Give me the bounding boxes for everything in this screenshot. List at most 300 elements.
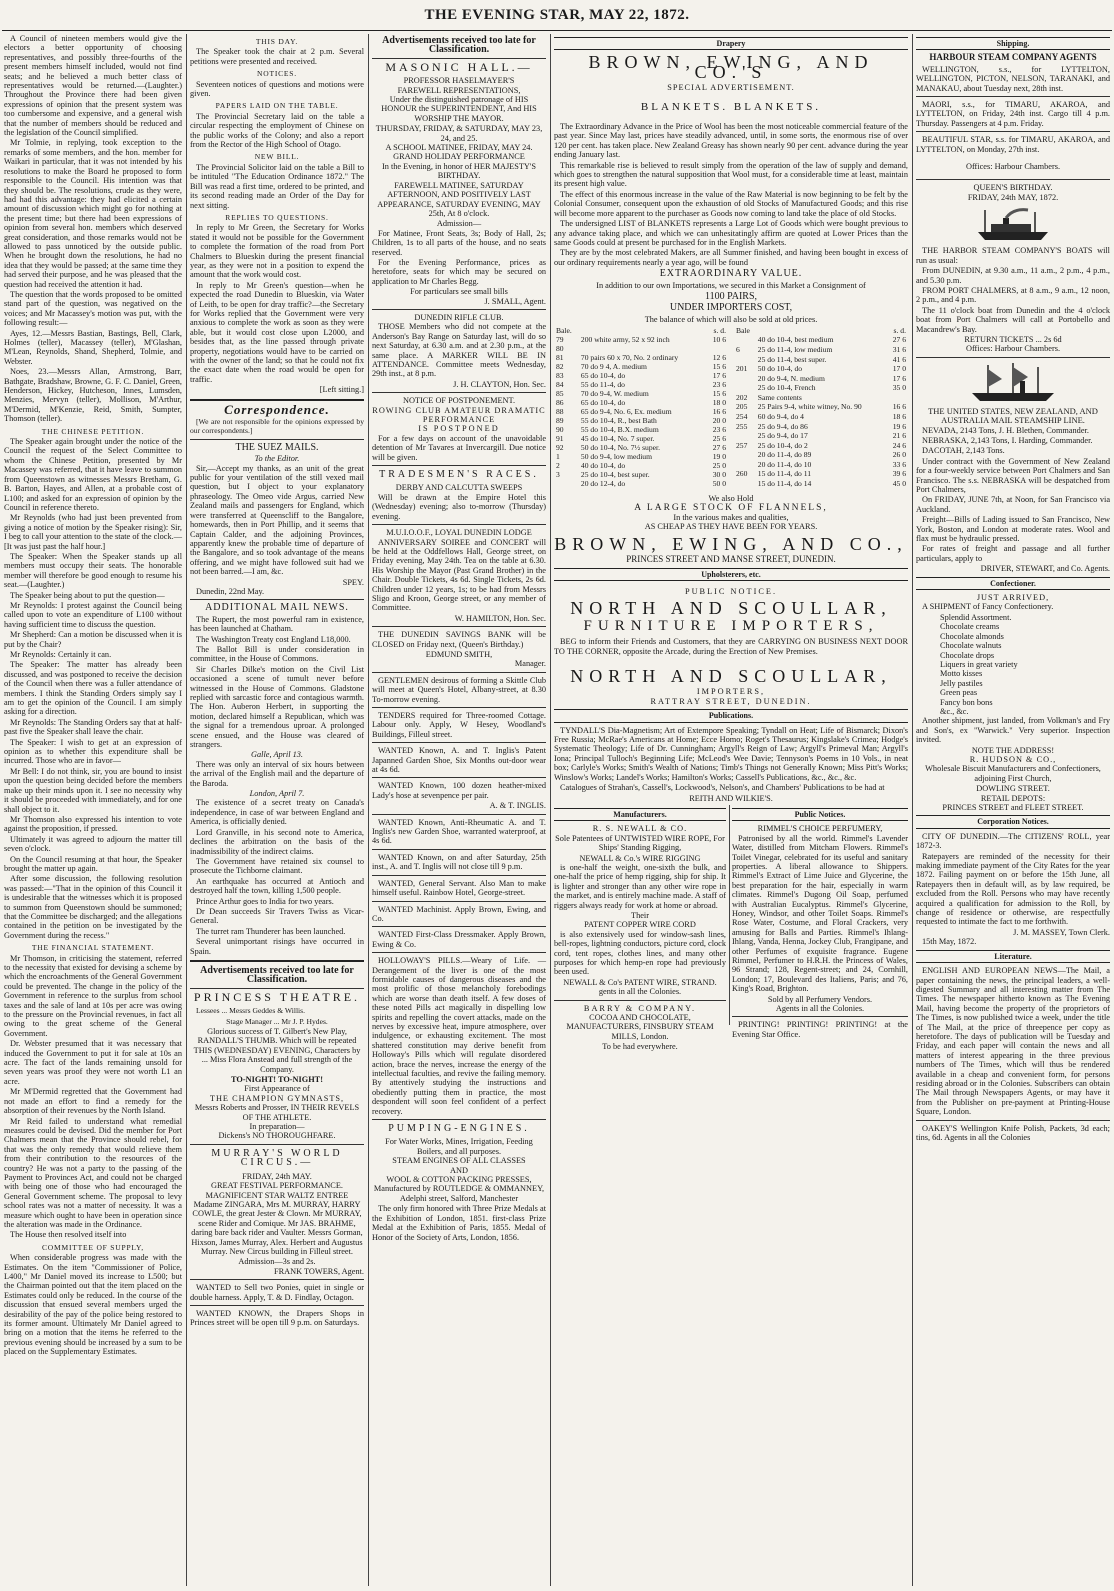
ad-line: ROWING CLUB AMATEUR DRAMATIC PERFORMANCE — [372, 405, 546, 425]
masthead-rule — [2, 30, 1112, 31]
ad-line: Admission— — [436, 219, 482, 229]
ad-body: Under the distinguished patronage of HIS HONOUR the SUPERINTENDENT, And HIS WORSHIP THE MAYOR. — [381, 95, 537, 123]
correspondence-heading: Correspondence. — [224, 401, 330, 417]
price-table-cell: 35 0 — [892, 383, 906, 393]
price-table-row — [554, 452, 728, 461]
paragraph: The Government have retained six counsel to prosecute the Tichborne claimant. — [190, 856, 364, 876]
ad-line: Admission—3s and 2s. — [238, 1257, 316, 1267]
ad-body: Glorious success of T. Gilbert's New Play, RANDALL'S THUMB. Which will be repeated THIS (WEDNESDAY) EVENING, Characters by ... Miss Flora Anstead and full strength of the Company. — [193, 1027, 361, 1074]
price-table-cell: 25 do 11-4, best super. — [757, 354, 827, 364]
classified-ad: WANTED to Sell two Ponies, quiet in single or double harness. Apply, T. & D. Findlay, Octagon. — [190, 1283, 364, 1302]
adverts-heading: Advertisements received too late for Classification. — [382, 35, 536, 56]
ad-date: 15th May, 1872. — [922, 937, 977, 947]
ad-line: SPECIAL ADVERTISEMENT. — [667, 83, 795, 93]
ad-signature: DRIVER, STEWART, and Co. Agents. — [980, 564, 1110, 574]
price-table-cell: 55 do 10-4, R., best Bath — [580, 416, 657, 426]
ad-line: IS POSTPONED — [418, 424, 500, 434]
price-table-row — [554, 416, 728, 425]
paragraph: Dr Dean succeeds Sir Travers Twiss as Vicar-General. — [190, 906, 364, 926]
price-table-cell: 17 6 — [712, 371, 726, 381]
price-table-cell: 257 — [736, 440, 748, 450]
paragraph: The Speaker again brought under the notice of the Council the request of the Select Committee to whom the Chinese Petition, presented by Mr Macassey was referred, that it have leave to summon from Queenstown as witnesses Messrs Bretham, G. B. Barton, Hayes, and Allen, at a probable cost of L100; and asked for an expression of opinion by the Council in reference thereto. — [4, 437, 182, 512]
price-table-cell — [734, 450, 756, 460]
section-heading: Corporation Notices. — [916, 815, 1110, 828]
price-table-cell: 41 6 — [892, 354, 906, 364]
paragraph: Mr Bell: I do not think, sir, you are bound to insist upon the question being decided before the members make up their minds upon it. I see no necessity why it should be proceeded with immediately, and for one shall object to it. — [4, 766, 182, 814]
ad-line: RATTRAY STREET, DUNEDIN. — [650, 696, 812, 706]
price-table-row — [734, 479, 908, 489]
price-table-row — [734, 440, 908, 450]
shipping-notice: MAORI, s.s., for TIMARU, AKAROA, and LYTTELTON, on Friday, 24th inst. Cargo till 4 p.m. Thursday. Passengers at 4 p.m. Friday. — [916, 100, 1110, 128]
ad-line: MAGNIFICENT STAR WALTZ ENTREE — [205, 1190, 349, 1200]
price-table-cell: 50 0 — [712, 479, 726, 489]
price-table-cell: 40 do 10-4, best medium — [757, 335, 834, 345]
ad-body: FAREWELL MATINEE, SATURDAY AFTERNOON, AND POSITIVELY LAST APPEARANCE, SATURDAY EVENING, MAY 25th, At 8 o'clock. — [377, 180, 541, 218]
ad-line: A SCHOOL MATINEE, FRIDAY, MAY 24. — [385, 143, 533, 153]
price-table-row — [554, 443, 728, 452]
paragraph: There was only an interval of six hours between the arrival of the English mail and the departure of the Baroda. — [190, 759, 364, 788]
ad-body: Under contract with the Government of New Zealand for a four-weekly service between Port Chalmers and San Francisco. The s.s. NEBRASKA will be despatched from Port Chalmers, — [916, 456, 1110, 494]
paragraph: Mr Thomson also expressed his intention to vote against the proposition, if pressed. — [4, 814, 182, 834]
ad-line: RETAIL DEPOTS: — [980, 793, 1046, 803]
paragraph: Ultimately it was agreed to adjourn the matter till seven o'clock. — [4, 834, 182, 854]
rule — [916, 1120, 1110, 1121]
ad-body: is also extensively used for window-sash lines, bell-ropes, lightning conductors, picture cord, clock cord, tent ropes, clothes lines, and many other purposes for which hemp-en rope had previously been used. — [554, 929, 726, 977]
ad-line: In the various makes and qualities, — [673, 512, 789, 522]
price-table-row — [734, 469, 908, 479]
rule — [372, 777, 546, 778]
column-wide-adverts — [554, 34, 908, 1584]
ad-signature: J. SMALL, Agent. — [484, 296, 546, 306]
ad-line: Dickens's NO THOROUGHFARE. — [218, 1131, 336, 1141]
ad-body: Freight—Bills of Lading issued to San Francisco, New York, Boston, and London at moderate rates. Wool and flax must be hydraulic pressed. — [916, 515, 1110, 544]
price-table-cell: 3 — [556, 470, 560, 480]
column-divider — [186, 34, 187, 1586]
ad-line: PROFESSOR HASELMAYER'S — [403, 76, 515, 86]
rule — [190, 439, 364, 440]
confectionery-item: Chocolate almonds — [940, 631, 1004, 641]
ad-heading: CITY OF DUNEDIN.—The CITIZENS' ROLL, year 1872-3. — [916, 831, 1110, 851]
ad-line: FRIDAY, 24th MAY. — [242, 1171, 312, 1181]
ad-body: OAKEY'S Wellington Knife Polish, Packets, 3d each; tins, 6d. Agents in all the Colonies — [916, 1123, 1110, 1142]
price-table-cell — [734, 479, 756, 489]
section-heading: Publications. — [554, 709, 908, 722]
price-table-header-cell — [756, 326, 887, 335]
confectionery-item: Splendid Assortment. — [940, 612, 1012, 622]
rule — [372, 392, 546, 393]
price-table-cell: 70 do 9 4, A. medium — [580, 362, 647, 372]
north-scoullar-title: NORTH AND SCOULLAR, — [570, 666, 892, 687]
rule — [190, 1305, 364, 1306]
price-table-cell: 86 — [556, 398, 564, 408]
rule — [190, 599, 364, 600]
price-table-cell: 25 do 10-4, French — [757, 383, 816, 393]
paragraph: On the Council resuming at that hour, the Speaker brought the matter up again. — [4, 854, 182, 873]
price-table-row — [734, 402, 908, 412]
paragraph: The turret ram Thunderer has been launched. — [196, 926, 346, 936]
ad-line: THE CHAMPION GYMNASTS, — [209, 1093, 345, 1103]
confectionery-item: Liquers in great variety — [940, 659, 1018, 669]
rule — [372, 707, 546, 708]
price-table-row — [734, 393, 908, 403]
classified-ad: WANTED Known, 100 dozen heather-mixed Lady's hose at sevenpence per pair. — [372, 781, 546, 800]
price-table-cell: 90 — [556, 425, 564, 435]
price-table-cell — [734, 373, 756, 383]
classified-ad: WANTED KNOWN, the Drapers Shops in Princes street will be open till 9 p.m. on Saturdays. — [190, 1308, 364, 1328]
ad-body: PRINTING! PRINTING! PRINTING! at the Evening Star Office. — [732, 1020, 908, 1039]
left-sitting-note: [Left sitting.] — [319, 385, 364, 395]
price-table-cell: 79 — [556, 335, 564, 345]
paragraph: A Council of nineteen members would give the electors a better opportunity of choosing representatives, and possibly three-fourths of the present members himself included, would not find seats; and he believed a much better class of representatives would be returned.—(Laughter.) Throughout the Province there had been given expressions of opinion that the present system was too cumbersome and expensive, and a general wish that the number of members should be reduced and the legislation of the Council simplified. — [4, 34, 182, 138]
furniture-importers: FURNITURE IMPORTERS, — [583, 617, 879, 634]
confectionery-item: Motto kisses — [940, 669, 983, 679]
confectionery-list — [916, 613, 1110, 716]
news-heading: ADDITIONAL MAIL NEWS. — [205, 602, 349, 614]
price-table-cell: 15 6 — [712, 362, 726, 372]
ad-heading: PUMPING-ENGINES. — [388, 1123, 530, 1135]
ad-signature: A. & T. INGLIS. — [489, 801, 546, 811]
paragraph: The Provincial Solicitor laid on the table a Bill to be intituled "The Education Ordinance 1872." The Bill was read a first time, ordered to be printed, and its second reading made an Order of the Day for next sitting. — [190, 162, 364, 210]
price-table-row — [554, 362, 728, 371]
rule — [190, 960, 364, 962]
ad-signature: REITH AND WILKIE'S. — [689, 793, 773, 803]
masthead: THE EVENING STAR, MAY 22, 1872. — [424, 7, 690, 23]
paragraph: In reply to Mr Green's question—when he expected the road Dunedin to Blueskin, via Water of Leith, to be open for dray traffic?—the Secretary for Works replied that the Government were very anxious to complete the work as soon as they were able, but it would cost close upon L2000, and besides that, as the line passed through private property, negotiations would have to be carried on with the owner of the land; so that he could not fix the exact date when the road would be open for traffic. — [190, 280, 364, 384]
rule — [372, 875, 546, 876]
price-table-row — [554, 335, 728, 344]
dateline: London, April 7. — [249, 789, 305, 799]
ad-body: For the Evening Performance, prices as heretofore, seats for which may be secured on application to Mr Charles Begg. — [372, 257, 546, 286]
price-table-cell: 260 — [736, 469, 748, 479]
paragraph: The Speaker: I wish to get at an expression of opinion as to whether this expenditure shall be incurred. Those who are in favor— — [4, 737, 182, 766]
paragraph: Mr Reynolds (who had just been prevented from giving a notice of motion by the Speaker rising): Sir, I beg to call your attention to the state of the clock.—[It was just past the half hour.] — [4, 513, 182, 551]
ad-line: First Appearance of — [244, 1084, 310, 1094]
price-table-cell: 25 do 9-4, do 17 — [757, 431, 808, 441]
price-table-cell: 40 do 10-4, do — [580, 461, 626, 471]
confectionery-item: Chocolate creams — [940, 622, 1000, 632]
ad-line: The balance of which will also be sold at old prices. — [644, 314, 818, 324]
price-table-cell: 23 6 — [712, 425, 726, 435]
price-table-row — [734, 354, 908, 364]
price-table-row — [734, 459, 908, 469]
rule — [916, 357, 1110, 358]
price-table-cell: 50 do 9-4, low medium — [580, 452, 653, 462]
ad-body: The Extraordinary Advance in the Price of Wool has been the most noticeable commercial feature of the past year. Since May last, prices have steadily advanced, until, in some sorts, the enormous rise of over 120 per cent. has taken place. New Zealand Greasy has shown nearly 90 per cent. advance during the year ending January last. — [554, 122, 908, 160]
price-table-cell: 83 — [556, 371, 564, 381]
paragraph: Ayes, 12.—Messrs Bastian, Bastings, Bell, Clark, Holmes (teller), Macassey (teller), M'Glashan, M'Lean, Reynolds, Shand, Shepherd, Tolmie, and Webster. — [4, 328, 182, 366]
letter-title: THE SUEZ MAILS. — [235, 441, 319, 453]
column-late-adverts — [372, 34, 546, 1584]
column-divider — [368, 34, 369, 1586]
ad-body: ANNIVERSARY SOIREE and CONCERT will be held at the Oddfellows Hall, George street, on Friday evening, May 24th. Tea on the table at 6.30. His Worship the Mayor (Past Grand Brother) in the Chair. Double Tickets, 4s 6d. Single Tickets, 2s 6d. Children under 12 years, 1s; to be had from Messrs Sligo and Kroon, George street, or any member of Committee. — [372, 537, 546, 613]
price-table-cell: 20 do 9-4, N. medium — [757, 373, 825, 383]
price-table-cell: 25 do 10-4, best super. — [580, 470, 650, 480]
ad-line: NEVADA, 2143 Tons, J. H. Blethen, Commander. — [922, 425, 1089, 435]
ad-line: For particulars see small bills — [410, 287, 508, 297]
subheading: REPLIES TO QUESTIONS. — [225, 212, 329, 222]
classified-ad: WANTED Machinist. Apply Brown, Ewing, and Co. — [372, 904, 546, 923]
subheading: COMMITTEE OF SUPPLY, — [41, 1242, 144, 1252]
dateline: Galle, April 13. — [251, 750, 303, 760]
paragraph: Mr Reynolds: The Standing Orders say that at half-past five the Speaker shall leave the chair. — [4, 717, 182, 737]
ad-body: The 11 o'clock boat from Dunedin and the 4 o'clock boat from Port Chalmers will call at Portobello and Macandrew's Bay. — [916, 305, 1110, 334]
ad-signature: FRANK TOWERS, Agent. — [273, 1266, 364, 1276]
ad-line: Offices: Harbour Chambers. — [965, 344, 1061, 354]
price-table-header-cell: s. d. — [893, 326, 906, 336]
price-table-cell: 50 do 10-4, do — [757, 364, 803, 374]
price-table-cell: 16 6 — [892, 402, 906, 412]
ad-line: In the Evening, in honor of HER MAJESTY'S BIRTHDAY. — [381, 161, 537, 181]
public-notices-block — [732, 805, 908, 1039]
classified-ad: WANTED, General Servant. Also Man to make himself useful. Rainbow Hotel, George-street. — [372, 878, 546, 898]
price-table-cell: 60 do 9-4, do 4 — [757, 411, 804, 421]
ad-body: Manufactured by ROUTLEDGE & OMMANNEY, Adelphi street, Salford, Manchester — [373, 1184, 545, 1203]
rule — [372, 524, 546, 525]
ad-line: A LARGE STOCK OF FLANNELS, — [634, 502, 828, 513]
blanket-price-list — [554, 324, 908, 490]
ad-body: FROM PORT CHALMERS, at 8 a.m., 9 a.m., 12 noon, 2 p.m., and 4 p.m. — [916, 285, 1110, 305]
ad-heading: JUST ARRIVED, — [976, 593, 1050, 603]
rule — [916, 96, 1110, 97]
price-table-row — [734, 335, 908, 345]
price-table-row — [554, 470, 728, 479]
price-table-cell — [734, 431, 756, 441]
ad-line: RETURN TICKETS ... 2s 6d — [964, 334, 1062, 344]
manufacturers-block — [554, 805, 730, 1052]
ad-body: ENGLISH AND EUROPEAN NEWS—The Mail, a paper containing the news, the principal leaders, a well-digested Summary and all interesting matter from The Times. The newspaper hitherto known as The Evening Mail, having become the property of the proprietors of The Times, is now published twice a week, under the title of The Mail, at the price of threepence per copy as heretofore. The days of publication will be Tuesday and Friday, and each paper will contain the news and all matters of interest appearing in the three previous numbers of The Times, which will thus be rendered available in a cheap and convenient form, for persons residing abroad or in the Colonies. Subscribers can obtain The Mail through Newspapers Agents, or may have it from the Publisher on pre-payment at Printing-House Square, London. — [916, 966, 1110, 1117]
section-heading: Manufacturers. — [554, 808, 726, 821]
rule — [372, 1119, 546, 1120]
shipping-notice: WELLINGTON, s.s., for LYTTELTON, WELLINGTON, PICTON, NELSON, TARANAKI, and MANAKAU, about Tuesday next, 28th inst. — [916, 64, 1110, 93]
paragraph: Mr Reynolds: I protest against the Council being called upon to vote an expenditure of L100 without having sufficient time to discuss the question. — [4, 600, 182, 629]
price-table-cell: 255 — [736, 421, 748, 431]
classified-ad: WANTED Known, Anti-Rheumatic A. and T. Inglis's new Garden Shoe, warranted waterproof, at 4s 6d. — [372, 817, 546, 846]
ad-body: This remarkable rise is believed to result simply from the operation of the law of supply and demand, which goes to strengthen the natural supposition that Wool must, for a considerable time at least, maintain its present high value. — [554, 160, 908, 189]
price-table-cell: 55 do 10-4, B.X. medium — [580, 425, 659, 435]
price-table-cell: 6 — [736, 345, 740, 354]
price-table-row — [554, 380, 728, 389]
price-table-header-cell: Bale. — [556, 326, 572, 336]
ad-line: Stage Manager ... Mr J. P. Hydes. — [226, 1016, 328, 1026]
price-table-cell: 254 — [736, 411, 748, 421]
rule — [372, 626, 546, 627]
masonic-title: MASONIC HALL.— — [385, 59, 533, 74]
section-heading: Drapery — [554, 37, 908, 50]
price-table-cell: 20 do 11-4, do 10 — [757, 459, 812, 469]
ad-body: They are by the most celebrated Makers, are all Summer finished, and having been bought in excess of our ordinary requirements nearly a year ago, will be found — [554, 248, 908, 267]
ad-body: THE DUNEDIN SAVINGS BANK will be CLOSED on Friday next, (Queen's Birthday.) — [372, 630, 546, 649]
ad-line: We also Hold — [708, 494, 754, 504]
confectionery-item: Chocolate drops — [940, 650, 995, 660]
ad-body: On FRIDAY, JUNE 7th, at Noon, for San Francisco via Auckland. — [916, 495, 1110, 514]
ad-heading: THE UNITED STATES, NEW ZEALAND, AND AUSTRALIA MAIL STEAMSHIP LINE. — [928, 405, 1098, 426]
ad-line: FAREWELL REPRESENTATIONS, — [397, 85, 521, 95]
ad-line: Offices: Harbour Chambers. — [965, 162, 1061, 172]
ad-body: The undersigned LIST of BLANKETS represents a Large Lot of Goods which were bought previous to any advance taking place, and which we can unhesitatingly affirm are quoted at Lower Prices than the same Goods could at present be purchased for in the English Markets. — [554, 219, 908, 247]
ad-line: WOOL & COTTON PACKING PRESSES, — [386, 1175, 532, 1185]
price-table-cell: Same contents — [757, 392, 802, 402]
paragraph: Lord Granville, in his second note to America, declines the arbitration on the basis of the inadmissibility of the indirect claims. — [190, 827, 364, 856]
price-table-header-cell: s. d. — [713, 326, 726, 336]
rule — [190, 1279, 364, 1280]
price-table-cell: 25 6 — [712, 434, 726, 444]
price-table-cell: 25 0 — [712, 461, 726, 471]
price-table-cell: 82 — [556, 362, 564, 372]
ad-line: PATENT COPPER WIRE CORD — [584, 920, 696, 930]
rule — [372, 926, 546, 927]
price-table-cell: 202 — [736, 392, 748, 402]
paragraph: The House then resolved itself into — [10, 1230, 127, 1240]
price-table-cell: 88 — [556, 407, 564, 417]
rule — [372, 309, 546, 310]
rule — [190, 988, 364, 989]
ad-heading: HARBOUR STEAM COMPANY AGENTS — [929, 52, 1097, 63]
paragraph: Several unimportant risings have occurred in Spain. — [190, 937, 364, 956]
price-table-header-cell — [579, 326, 706, 335]
ad-signature: W. HAMILTON, Hon. Sec. — [454, 613, 546, 623]
letter-signature: SPEY. — [342, 577, 364, 587]
ad-body: Will be drawn at the Empire Hotel this (Wednesday) evening; also to-morrow (Thursday) evening. — [372, 492, 546, 521]
ad-line: gents in all the Colonies. — [598, 987, 682, 997]
ad-line: NOTE THE ADDRESS! — [971, 745, 1055, 755]
price-table-cell: 1 — [556, 452, 560, 462]
ad-body: BEG to inform their Friends and Customers, that they are CARRYING ON BUSINESS NEXT DOOR TO THE CORNER, opposite the Arcade, during the Erection of New Premises. — [554, 637, 908, 656]
price-table-cell: 24 6 — [892, 440, 906, 450]
ad-body: Sole Patentees of UNTWISTED WIRE ROPE, For Ships' Standing Rigging, — [555, 833, 725, 853]
price-table-row — [554, 353, 728, 362]
price-table-cell: 65 do 10-4, do — [580, 398, 626, 408]
shipping-notice: BEAUTIFUL STAR, s.s. for TIMARU, AKAROA, and LYTTELTON, on Monday, 27th inst. — [916, 135, 1110, 154]
ad-signature-role: Manager. — [514, 659, 546, 669]
subheading: THIS DAY. — [255, 37, 299, 46]
ad-signature: J. H. CLAYTON, Hon. Sec. — [453, 379, 546, 389]
ad-line: Messrs Roberts and Prosser, IN THEIR REVELS OF THE ATHLETE. — [194, 1103, 360, 1122]
ad-line: Their — [631, 910, 649, 920]
subheading: NEW BILL. — [254, 152, 300, 162]
ad-body: The effect of this enormous increase in the value of the Raw Material is now beginning to be felt by the Colonial Consumer, consequent upon the exhaustion of old Stocks of Manufactured Goods; and this rise will become more apparent to the purchaser as Goods now coming to land take the place of old Stocks. — [554, 189, 908, 218]
price-table-cell: 84 — [556, 380, 564, 390]
price-table-cell: 25 do 11-4, low medium — [757, 345, 833, 354]
paragraph: The Speaker being about to put the question— — [10, 590, 165, 600]
price-table-row — [554, 398, 728, 407]
paragraph: Sir Charles Dilke's motion on the Civil List occasioned a scene of tumult never before witnessed in the House of Commons. Gladstone replied with sarcastic force and contagious warmth. The Hon. Auberon Herbert, in supporting the motion, declared himself a Republican, which was the signal for a tremendous uproar. A prolonged scene ensued, and the House was cleared of strangers. — [190, 664, 364, 750]
classified-ad: WANTED Known, A. and T. Inglis's Patent Japanned Garden Shoe, Six Months out-door wear at 4s 6d. — [372, 746, 546, 775]
paragraph: An earthquake has occurred at Antioch and destroyed half the town, killing 1,500 people. — [190, 876, 364, 896]
ad-body: COCOA AND CHOCOLATE, MANUFACTURERS, FINSBURY STEAM MILLS, London. — [566, 1013, 714, 1041]
paragraph: Dr. Webster presumed that it was necessary that induced the Government to put it for sale at 10s an acre. The fact of the lands remaining unsold for seven years was proof they were not worth L1 an acre. — [4, 1039, 182, 1086]
rule — [916, 179, 1110, 180]
price-table-header-cell: Bale — [736, 326, 750, 336]
section-heading: Literature. — [916, 950, 1110, 963]
price-table-cell: 45 do 10-4, No. 7 super. — [580, 434, 655, 444]
ad-line: For Water Works, Mines, Irrigation, Feeding Boilers, and all purposes. — [385, 1137, 533, 1156]
column-council-and-news — [190, 34, 364, 1584]
price-table-row — [554, 425, 728, 434]
price-table-cell: 39 6 — [892, 469, 906, 479]
ad-line: EXTRAORDINARY VALUE. — [659, 268, 803, 280]
confectionery-item: &c., &c. — [940, 706, 969, 716]
classified-ad: WANTED First-Class Dressmaker. Apply Brown, Ewing & Co. — [372, 930, 546, 949]
classified-ad: TENDERS required for Three-roomed Cottage. Labour only. Apply, W Hesey, Woodland's Buildings, Filleul street. — [372, 711, 546, 739]
rule — [372, 901, 546, 902]
rule — [372, 465, 546, 466]
section-heading: Upholsterers, etc. — [554, 568, 908, 581]
price-table-cell: 25 do 10-4, do 2 — [757, 440, 808, 450]
price-table-row — [554, 434, 728, 443]
price-table-left — [554, 326, 728, 488]
price-table-right — [734, 326, 908, 488]
price-table-cell: 205 — [736, 402, 748, 412]
subheading: NOTICES. — [257, 69, 297, 79]
paragraph: The Washington Treaty cost England L18,000. — [196, 634, 351, 644]
paragraph: The Ballot Bill is under consideration in committee, in the House of Commons. — [190, 644, 364, 664]
price-table-cell — [734, 354, 756, 364]
price-table-cell: 17 6 — [892, 373, 906, 383]
paragraph: Sir,—Accept my thanks, as an unit of the great public for your ventilation of the still vexed mail question, but I object to your explanatory phraseology. The Omeo vide Argus, carried New Zealand mails and passengers for England, which were transferred at Queenscliff to the Bangalore, homewards, then in Port Phillip, and it seems that Captain Calder, and the adjoining Provinces, apparently knew the probable time of departure of the Bangalore, and so took advantage of the means offering, and we might have followed suit had we not been barred.—I am, &c. — [190, 463, 364, 577]
ad-heading: QUEEN'S BIRTHDAY. — [973, 183, 1053, 193]
paragraph: Mr Shepherd: Can a motion be discussed when it is put by the Chair? — [4, 630, 182, 649]
classified-ad: GENTLEMEN desirous of forming a Skittle Club will meet at Queen's Hotel, Albany-street, at 8.30 To-morrow evening. — [372, 675, 546, 704]
holloway-ad: HOLLOWAY'S PILLS.—Weary of Life. —Derangement of the liver is one of the most formidable causes of dangerous diseases and the most prolific of those melancholy forebodings which are worse than death itself. A few doses of these noted Pills act magically in dispelling low spirits and repelling the covert attacks, made on the nerves by excessive heat, impure atmosphere, over indulgence, or exhausting excitement. The most shattered constitution may derive benefit from Holloway's Pills which will regulate disordered action, brace the nerves, increase the energy of the intellectual faculties, and revive the failing memory. By attentively studying the instructions and obediently putting them in practice, the most despondent will soon feel confident of a perfect recovery. — [372, 956, 546, 1116]
ad-body: Patronised by all the world. Rimmel's Lavender Water, distilled from Mitcham Flowers. Rimmel's Toilet Vinegar, celebrated for its useful and sanitary properties. A liberal allowance to Shippers. Rimmel's Extract of Lime Juice and Glycerine, the best preparation for the hair, especially in warm climates. Rimmel's Dugong Oil Soap, perfumed with Australian Eucalyptus. Rimmel's Glycerine, Honey, Windsor, and other Toilet Soaps. Rimmel's Rose Water, Costume, and Floral Crackers, very amusing for Balls and Parties. Rimmel's Ihlang-Ihlang, Vanda, Henna, Jockey Club, Frangipane, and other Perfumes of exquisite fragrance. Eugene Rimmel, Perfumer to H.R.H. the Princess of Wales, 96 Strand; 128, Regent-street; and 24, Cornhill, London; 17, Boulevard des Italiens, Paris; and 76, King's Road, Brighton. — [732, 833, 908, 994]
ad-line: PUBLIC NOTICE. — [684, 587, 778, 596]
price-table-cell: 200 white army, 52 x 92 inch — [580, 335, 670, 345]
price-table-cell — [579, 344, 706, 353]
ad-line: In addition to our own Importations, we secured in this Market a Consignment of — [596, 280, 866, 290]
price-table-cell — [734, 459, 756, 469]
ad-heading: M.U.I.O.O.F., LOYAL DUNEDIN LODGE — [386, 528, 532, 538]
ad-line: GREAT FESTIVAL PERFORMANCE. — [211, 1181, 343, 1191]
subheading: PAPERS LAID ON THE TABLE. — [215, 101, 339, 111]
price-table-cell — [734, 383, 756, 393]
ad-body: THE HARBOR STEAM COMPANY'S BOATS will run as usual: — [916, 246, 1110, 265]
subheading: THE CHINESE PETITION. — [41, 426, 145, 436]
price-table-cell: 33 6 — [892, 459, 906, 469]
ad-line: IMPORTERS, — [696, 687, 766, 697]
ad-line: DERBY AND CALCUTTA SWEEPS — [395, 483, 523, 493]
price-table-cell: 20 0 — [712, 416, 726, 426]
north-scoullar-title: NORTH AND SCOULLAR, — [570, 598, 892, 619]
ad-body: Another shipment, just landed, from Volkman's and Fry and Son's, ex "Warwick." Very superior. Inspection invited. — [916, 716, 1110, 745]
rule — [732, 1016, 908, 1017]
ad-line: 1100 PAIRS, — [704, 290, 758, 302]
price-table-row — [554, 371, 728, 380]
price-table-cell — [887, 393, 908, 403]
price-table-cell: 91 — [556, 434, 564, 444]
confectionery-item: Jelly pastiles — [940, 678, 983, 688]
price-table-cell: 2 — [556, 461, 560, 471]
ad-body: THOSE Members who did not compete at the Anderson's Bay Range on Saturday last, will do so next Saturday, at 6.30 a.m. and at 2.30 p.m., at the same place. A MARKER WILL BE IN ATTENDANCE. Committee meets Wednesday, 29th inst., at 8 p.m. — [372, 322, 546, 379]
price-table-row — [734, 345, 908, 355]
price-table-cell: 85 — [556, 389, 564, 399]
ad-heading: DUNEDIN RIFLE CLUB. — [414, 312, 504, 322]
confectionery-item: Green peas — [940, 688, 978, 698]
ad-line: Agents in all the Colonies. — [775, 1004, 865, 1014]
ad-heading: TRADESMEN'S RACES. — [379, 469, 539, 481]
ad-line: To be had everywhere. — [602, 1042, 678, 1052]
ad-line: PRINCES STREET AND MANSE STREET, DUNEDIN. — [626, 554, 836, 565]
ad-body: From DUNEDIN, at 9.30 a.m., 11 a.m., 2 p.m., 4 p.m., and 5.30 p.m. — [916, 266, 1110, 285]
paragraph: The Speaker: When the Speaker stands up all members must occupy their seats. The honorable member will therefore be good enough to resume his seat.—(Laughter.) — [4, 551, 182, 590]
paragraph: Prince Arthur goes to India for two years. — [196, 896, 334, 906]
price-table-cell: 27 6 — [892, 335, 906, 345]
section-heading: Shipping. — [916, 37, 1110, 50]
ad-heading: R. HUDSON & CO., — [969, 754, 1057, 764]
price-table-cell: 20 do 12-4, do — [580, 479, 626, 489]
paragraph: After some discussion, the following resolution was passed:—"That in the opinion of this Council it is undesirable that the witnesses which it is proposed to summon from Queenstown should be summoned; that the Committee be discharged; and the allegations contained in the petition on be investigated by the Government during the recess." — [4, 874, 182, 940]
price-table-cell: 19 6 — [892, 421, 906, 431]
ad-line: NEWALL & Co's PATENT WIRE, STRAND. — [563, 977, 717, 987]
